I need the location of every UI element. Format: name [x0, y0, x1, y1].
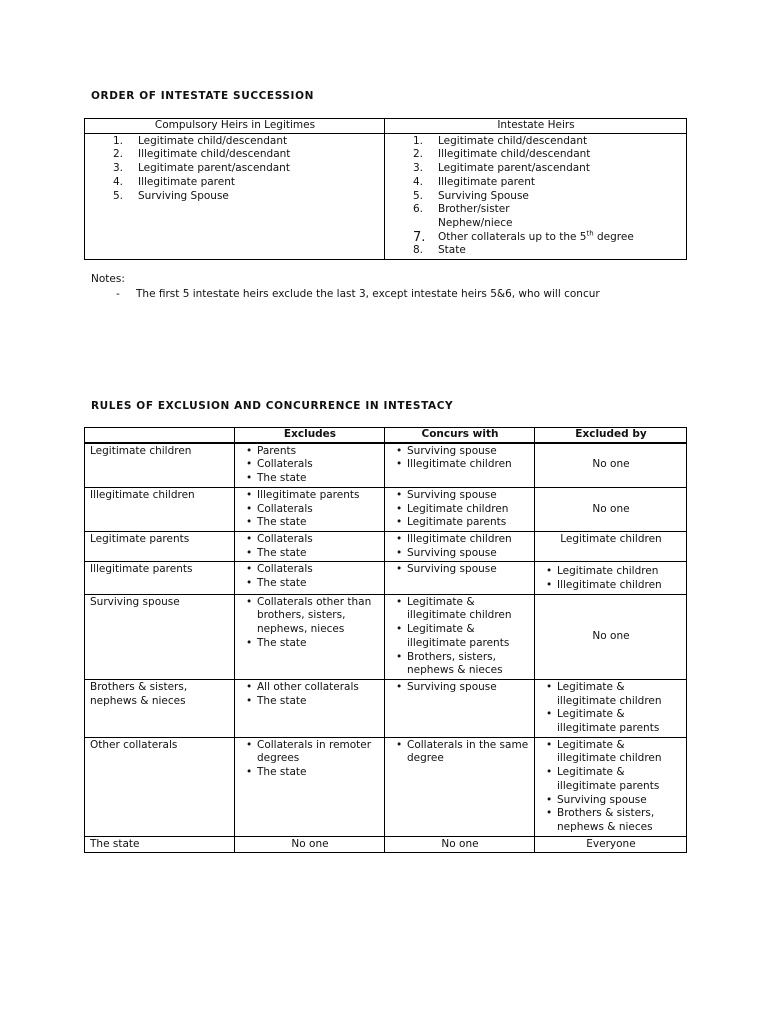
notes-text: The first 5 intestate heirs exclude the last 3, except intestate heirs 5&6, who will concur — [136, 288, 600, 300]
item-number: 1. — [113, 134, 124, 147]
rules-header-excludes: Excludes — [235, 428, 385, 443]
col-header-compulsory: Compulsory Heirs in Legitimes — [85, 119, 385, 134]
heir-cell: Legitimate parents — [85, 531, 235, 561]
excludes-list — [240, 596, 380, 651]
excludes-cell — [235, 443, 385, 488]
bullet-item: • Legitimate & illegitimate children — [540, 681, 682, 708]
rules-table — [84, 427, 687, 853]
excluded-by-cell: No one — [535, 443, 687, 488]
heir-cell: Other collaterals — [85, 737, 235, 836]
excludes-cell — [235, 679, 385, 737]
bullet-item: • The state — [240, 637, 380, 651]
bullet-item: • Surviving spouse — [390, 681, 530, 695]
concurs-list — [390, 739, 530, 766]
order-table — [84, 118, 687, 260]
bullet-item: • Collaterals other than brothers, sisters, nephews, nieces — [240, 596, 380, 637]
heir-list-item — [90, 176, 380, 190]
item-text: Nephew/niece — [438, 216, 513, 229]
excludes-cell — [235, 562, 385, 594]
notes — [91, 272, 125, 286]
heir-cell: The state — [85, 836, 235, 853]
excluded-by-cell: No one — [535, 487, 687, 531]
concurs-list — [390, 445, 530, 472]
excluded-by-cell: Everyone — [535, 836, 687, 853]
item-text: Surviving Spouse — [438, 189, 529, 202]
item-number: 3. — [413, 162, 424, 175]
excluded-by-cell: Legitimate children — [535, 531, 687, 561]
excludes-cell — [235, 487, 385, 531]
notes-dash: - — [116, 288, 120, 300]
intestate-heirs-list — [390, 135, 682, 258]
bullet-item: • Illegitimate children — [540, 579, 682, 593]
concurs-cell — [385, 562, 535, 594]
bullet-item: • Surviving spouse — [390, 547, 530, 561]
excludes-cell — [235, 594, 385, 679]
item-text: Brother/sister — [438, 203, 510, 216]
heir-list-item — [390, 217, 682, 231]
heir-list-item — [390, 203, 682, 217]
item-superscript: th — [586, 229, 594, 238]
excluded-by-cell: No one — [535, 594, 687, 679]
excluded-by-list — [540, 681, 682, 736]
heir-list-item — [90, 190, 380, 204]
bullet-item: • Legitimate & illegitimate parents — [390, 623, 530, 650]
excludes-list — [240, 563, 380, 590]
bullet-item: • Legitimate children — [540, 565, 682, 579]
item-text: Illegitimate child/descendant — [438, 148, 591, 161]
item-text: Legitimate parent/ascendant — [138, 162, 290, 175]
heir-cell: Surviving spouse — [85, 594, 235, 679]
excludes-list — [240, 739, 380, 780]
heir-list-item — [390, 148, 682, 162]
item-text: Legitimate parent/ascendant — [438, 162, 590, 175]
bullet-item: • Collaterals — [240, 458, 380, 472]
heir-list-item — [390, 176, 682, 190]
item-number: 6. — [413, 203, 424, 216]
notes-label: Notes: — [91, 273, 125, 285]
item-number: 2. — [413, 148, 424, 161]
table-row — [85, 443, 687, 488]
concurs-cell — [385, 443, 535, 488]
bullet-item: • Collaterals in the same degree — [390, 739, 530, 766]
heir-list-item — [390, 190, 682, 204]
bullet-item: • Legitimate & illegitimate parents — [540, 708, 682, 735]
concurs-cell — [385, 594, 535, 679]
bullet-item: • Legitimate children — [390, 503, 530, 517]
bullet-item: • Brothers & sisters, nephews & nieces — [540, 807, 682, 834]
rules-header-concurs: Concurs with — [385, 428, 535, 443]
bullet-item: • Surviving spouse — [540, 794, 682, 808]
bullet-item: • Parents — [240, 445, 380, 459]
concurs-cell — [385, 487, 535, 531]
concurs-cell — [385, 531, 535, 561]
bullet-item: • The state — [240, 547, 380, 561]
excluded-by-cell — [535, 737, 687, 836]
item-text: Other collaterals up to the 5 — [438, 230, 587, 243]
item-number: 1. — [413, 134, 424, 147]
item-number: 3. — [113, 162, 124, 175]
bullet-item: • Legitimate & illegitimate children — [540, 739, 682, 766]
bullet-item: • Surviving spouse — [390, 445, 530, 459]
table-row — [85, 594, 687, 679]
heir-list-item — [390, 231, 682, 245]
excludes-cell: No one — [235, 836, 385, 853]
excluded-by-list — [540, 739, 682, 835]
heir-cell: Brothers & sisters, nephews & nieces — [85, 679, 235, 737]
item-text: Legitimate child/descendant — [438, 134, 588, 147]
bullet-item: • Collaterals in remoter degrees — [240, 739, 380, 766]
bullet-item: • Brothers, sisters, nephews & nieces — [390, 651, 530, 678]
bullet-item: • All other collaterals — [240, 681, 380, 695]
concurs-list — [390, 489, 530, 530]
excludes-list — [240, 533, 380, 560]
table-row — [85, 487, 687, 531]
compulsory-heirs-cell — [85, 133, 385, 259]
excluded-by-cell — [535, 562, 687, 594]
excluded-by-cell — [535, 679, 687, 737]
table-row — [85, 679, 687, 737]
item-number: 8. — [413, 244, 424, 257]
item-text: State — [438, 244, 466, 257]
bullet-item: • Illegitimate children — [390, 533, 530, 547]
excludes-cell — [235, 737, 385, 836]
heir-cell: Illegitimate children — [85, 487, 235, 531]
bullet-item: • Collaterals — [240, 563, 380, 577]
heir-list-item — [390, 162, 682, 176]
bullet-item: • The state — [240, 695, 380, 709]
item-text: Surviving Spouse — [138, 189, 229, 202]
rules-header-row — [85, 428, 687, 443]
concurs-cell: No one — [385, 836, 535, 853]
rules-header-heir — [85, 428, 235, 443]
item-text: Illegitimate parent — [438, 175, 536, 188]
bullet-item: • The state — [240, 577, 380, 591]
bullet-item: • Surviving spouse — [390, 563, 530, 577]
bullet-item: • The state — [240, 516, 380, 530]
table-row — [85, 836, 687, 853]
item-number: 2. — [113, 148, 124, 161]
heir-cell: Illegitimate parents — [85, 562, 235, 594]
bullet-item: • Illegitimate parents — [240, 489, 380, 503]
concurs-list — [390, 681, 530, 695]
excluded-by-list — [540, 565, 682, 592]
section-title-order: ORDER OF INTESTATE SUCCESSION — [91, 90, 314, 102]
concurs-list — [390, 563, 530, 577]
heir-list-item — [90, 148, 380, 162]
bullet-item: • Collaterals — [240, 533, 380, 547]
excludes-list — [240, 445, 380, 486]
item-number: 4. — [413, 175, 424, 188]
heir-list-item — [390, 244, 682, 258]
item-number: 7. — [413, 229, 426, 245]
heir-cell: Legitimate children — [85, 443, 235, 488]
intestate-heirs-cell — [385, 133, 687, 259]
concurs-cell — [385, 737, 535, 836]
item-text-after: degree — [593, 230, 634, 243]
item-text: Illegitimate parent — [138, 175, 236, 188]
concurs-list — [390, 596, 530, 678]
compulsory-heirs-list — [90, 135, 380, 204]
heir-list-item — [90, 162, 380, 176]
excludes-cell — [235, 531, 385, 561]
table-row — [85, 737, 687, 836]
excludes-list — [240, 681, 380, 708]
section-title-rules: RULES OF EXCLUSION AND CONCURRENCE IN INTESTACY — [91, 400, 454, 412]
col-header-intestate: Intestate Heirs — [385, 119, 687, 134]
item-text: Legitimate child/descendant — [138, 134, 288, 147]
concurs-list — [390, 533, 530, 560]
item-number: 5. — [113, 189, 124, 202]
item-number: 4. — [113, 175, 124, 188]
table-row — [85, 531, 687, 561]
bullet-item: • The state — [240, 766, 380, 780]
excludes-list — [240, 489, 380, 530]
bullet-item: • Collaterals — [240, 503, 380, 517]
bullet-item: • Legitimate & illegitimate children — [390, 596, 530, 623]
rules-header-excluded-by: Excluded by — [535, 428, 687, 443]
concurs-cell — [385, 679, 535, 737]
bullet-item: • Surviving spouse — [390, 489, 530, 503]
heir-list-item — [390, 135, 682, 149]
bullet-item: • Legitimate & illegitimate parents — [540, 766, 682, 793]
bullet-item: • The state — [240, 472, 380, 486]
heir-list-item — [90, 135, 380, 149]
item-text: Illegitimate child/descendant — [138, 148, 291, 161]
table-row — [85, 562, 687, 594]
item-number: 5. — [413, 189, 424, 202]
bullet-item: • Legitimate parents — [390, 516, 530, 530]
bullet-item: • Illegitimate children — [390, 458, 530, 472]
